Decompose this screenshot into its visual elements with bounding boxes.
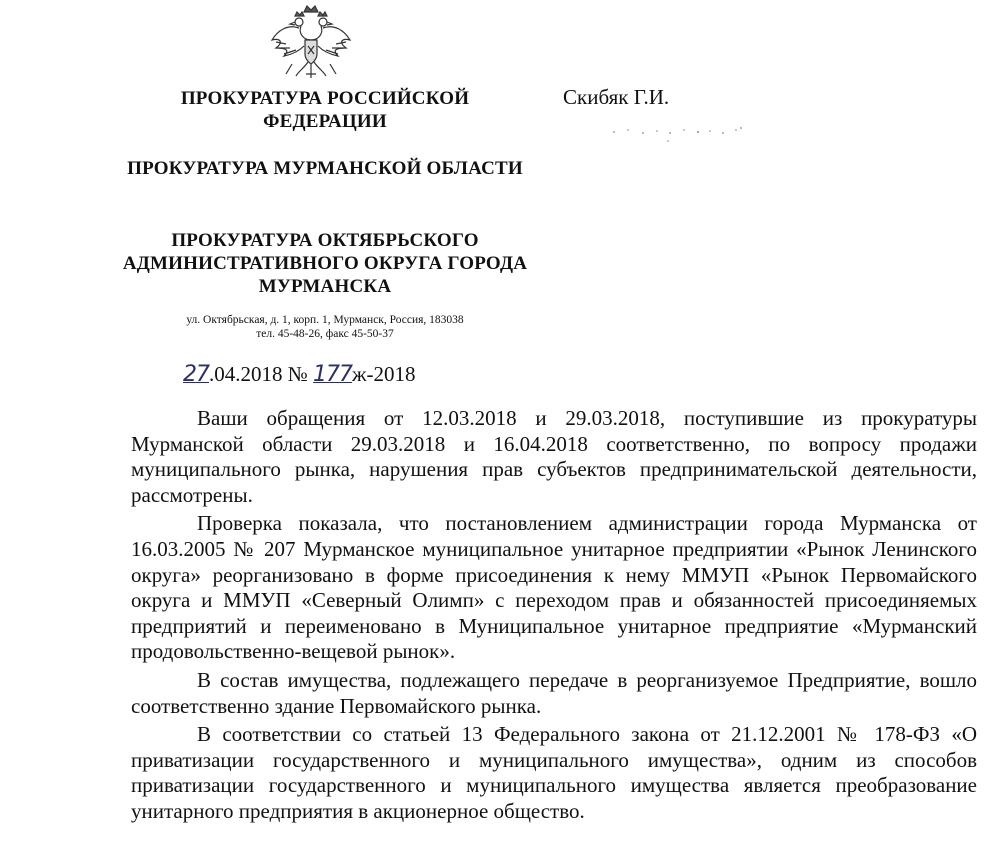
double-headed-eagle-emblem-icon	[268, 2, 354, 80]
registration-date: .04.2018 №	[209, 362, 308, 386]
body-paragraph: В состав имущества, подлежащего передаче в реорганизуемое Предприятие, вошло соответственно здание Первомайского рынка.	[131, 667, 977, 718]
sender-org-prosecutor-general: ПРОКУРАТУРА РОССИЙСКОЙ ФЕДЕРАЦИИ	[180, 88, 470, 132]
sender-address	[120, 313, 530, 341]
body-paragraph: В соответствии со статьей 13 Федерального закона от 21.12.2001 № 178-ФЗ «О приватизации государственного и муниципального имущества», одним из способов приватизации государственного и муниципального имущества является преобразование унитарного предприятия в акционерное общество.	[131, 722, 977, 823]
handwritten-number: 177	[313, 362, 353, 387]
recipient-name: Скибяк Г.И.	[563, 85, 670, 109]
registration-suffix: ж-2018	[352, 362, 416, 386]
sender-org-regional-prosecutor: ПРОКУРАТУРА МУРМАНСКОЙ ОБЛАСТИ	[127, 158, 523, 179]
body-paragraph: Ваши обращения от 12.03.2018 и 29.03.2018, поступившие из прокуратуры Мурманской области 29.03.2018 и 16.04.2018 соответственно, по вопросу продажи муниципального рынка, нарушения прав субъектов предпринимательской деятельности, рассмотрены.	[131, 406, 977, 507]
registration-line	[183, 362, 416, 387]
letter-body	[131, 406, 977, 825]
contact-line: тел. 45-48-26, факс 45-50-37	[256, 328, 394, 340]
scan-noise	[610, 124, 750, 144]
address-line: ул. Октябрьская, д. 1, корп. 1, Мурманск, Россия, 183038	[186, 314, 464, 326]
handwritten-day: 27	[183, 362, 209, 387]
sender-org-district-prosecutor: ПРОКУРАТУРА ОКТЯБРЬСКОГО АДМИНИСТРАТИВНОГО ОКРУГА ГОРОДА МУРМАНСКА	[122, 230, 528, 297]
body-paragraph: Проверка показала, что постановлением администрации города Мурманска от 16.03.2005 № 207 Мурманское муниципальное унитарное предприятии «Рынок Ленинского округа» реорганизовано в форме присоединения к нему ММУП «Рынок Первомайского округа и ММУП «Северный Олимп» с переходом прав и обязанностей присоединяемых предприятий и переименовано в Муниципальное унитарное предприятие «Мурманский продовольственно-вещевой рынок».	[131, 511, 977, 664]
